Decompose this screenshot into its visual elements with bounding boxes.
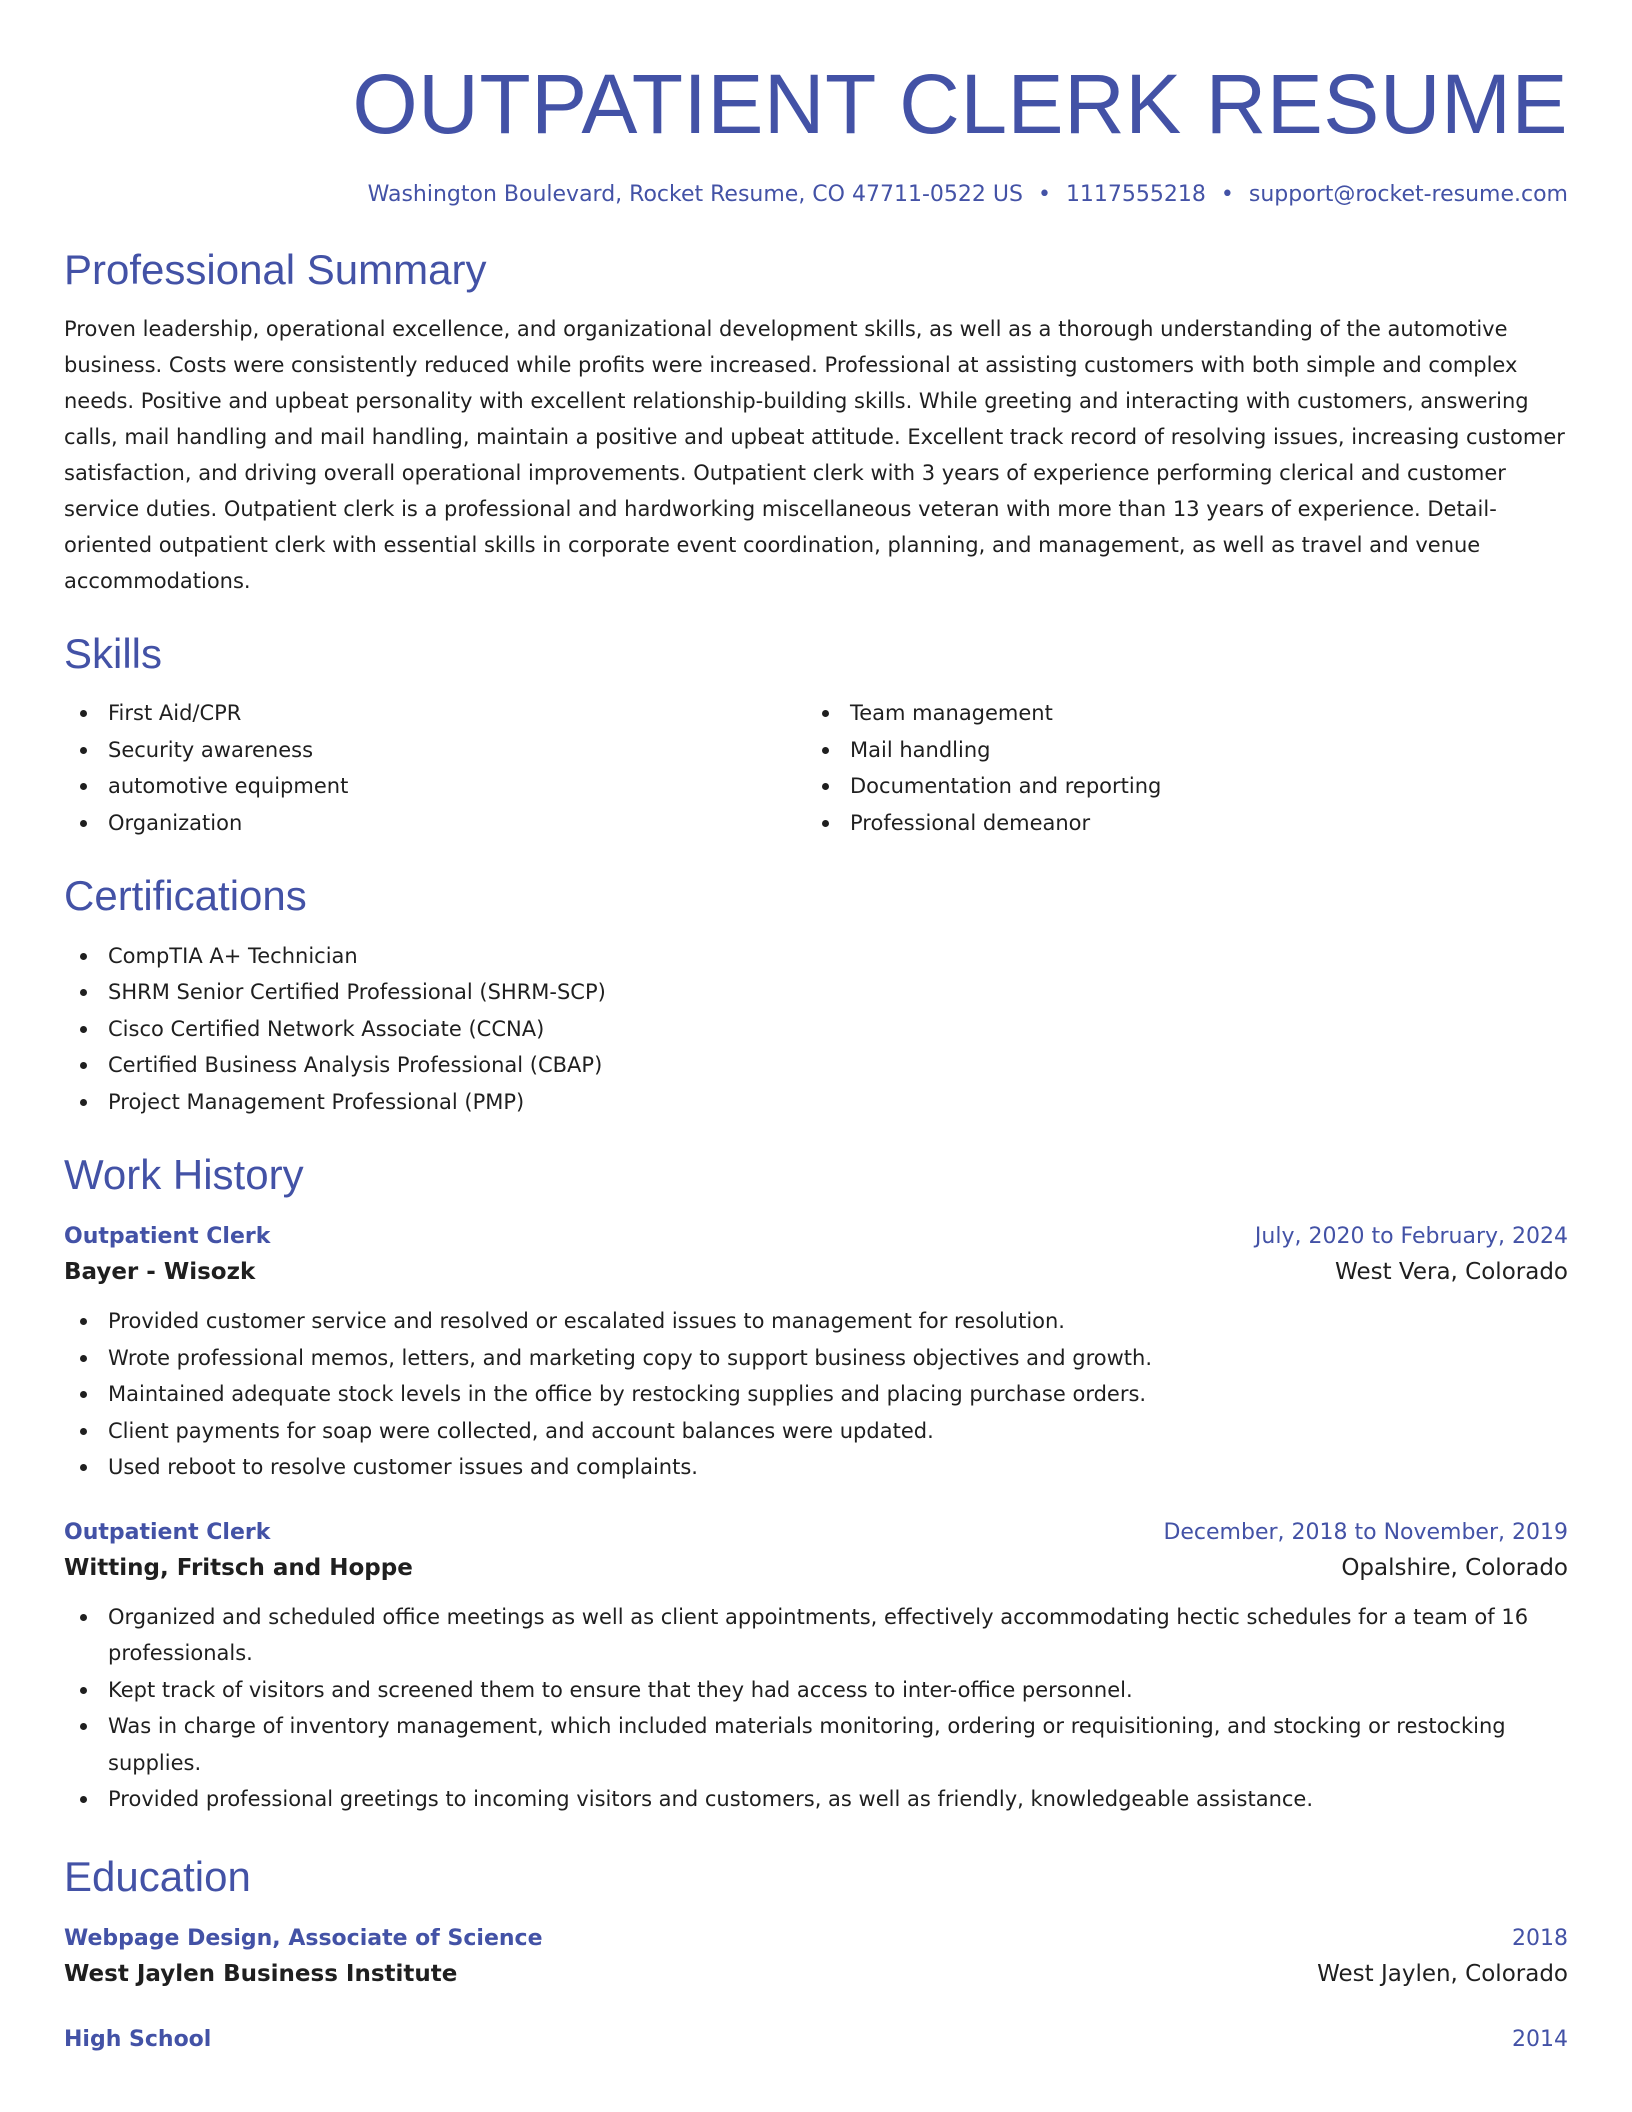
summary-text: Proven leadership, operational excellence, and organizational development skills, as well as a thorough understanding of the automotive business. Costs were consistently reduced while profits were increased. Professional at assisting customers with both simple and complex needs. Positive and upbeat personality with excellent relationship-building skills. While greeting and interacting with customers, answering calls, mail handling and mail handling, maintain a positive and upbeat attitude. Excellent track record of resolving issues, increasing customer satisfaction, and driving overall operational improvements. Outpatient clerk with 3 years of experience performing clerical and customer service duties. Outpatient clerk is a professional and hardworking miscellaneous veteran with more than 13 years of experience. Detail-oriented outpatient clerk with essential skills in corporate event coordination, planning, and management, as well as travel and venue accommodations. bbox=[64, 317, 1565, 594]
certification-item: Cisco Certified Network Associate (CCNA) bbox=[64, 1011, 1568, 1048]
skill-item: Professional demeanor bbox=[806, 805, 1548, 842]
job-duty: Was in charge of inventory management, which included materials monitoring, ordering or requisitioning, and stocking or restocking supplies. bbox=[64, 1708, 1568, 1781]
summary-heading: Professional Summary bbox=[64, 246, 487, 293]
contact-separator: • bbox=[1037, 182, 1051, 207]
job-entry bbox=[64, 1520, 1568, 1818]
skill-item: Security awareness bbox=[64, 732, 806, 769]
job-duty: Wrote professional memos, letters, and marketing copy to support business objectives and growth. bbox=[64, 1340, 1568, 1377]
job-company: Witting, Fritsch and Hoppe bbox=[64, 1554, 413, 1581]
education-entry bbox=[64, 1926, 1568, 1987]
job-duty: Used reboot to resolve customer issues and complaints. bbox=[64, 1449, 1568, 1486]
job-header bbox=[64, 1224, 1568, 1249]
education-heading: Education bbox=[64, 1852, 251, 1900]
education-degree: Webpage Design, Associate of Science bbox=[64, 1925, 543, 1951]
certifications-list bbox=[64, 938, 1568, 1121]
skill-item: Documentation and reporting bbox=[806, 768, 1548, 805]
job-duty: Maintained adequate stock levels in the office by restocking supplies and placing purchase orders. bbox=[64, 1376, 1568, 1413]
job-duty: Provided customer service and resolved or escalated issues to management for resolution. bbox=[64, 1303, 1568, 1340]
contact-separator: • bbox=[1220, 182, 1234, 207]
skills-heading: Skills bbox=[64, 630, 163, 678]
job-role: Outpatient Clerk bbox=[64, 1519, 271, 1545]
job-location: West Vera, Colorado bbox=[1335, 1259, 1568, 1286]
skill-item: Organization bbox=[64, 805, 806, 842]
education-school: West Jaylen Business Institute bbox=[64, 1960, 458, 1987]
education-location: West Jaylen, Colorado bbox=[1317, 1960, 1568, 1987]
contact-phone: 1117555218 bbox=[1065, 182, 1206, 207]
job-duties bbox=[64, 1303, 1568, 1486]
skills-list bbox=[64, 695, 1568, 841]
skill-item: Mail handling bbox=[806, 732, 1548, 769]
job-duty: Kept track of visitors and screened them to ensure that they had access to inter-office personnel. bbox=[64, 1672, 1568, 1709]
contact-email[interactable]: support@rocket-resume.com bbox=[1248, 182, 1568, 207]
resume-title: OUTPATIENT CLERK RESUME bbox=[352, 57, 1568, 151]
job-duty: Provided professional greetings to incoming visitors and customers, as well as friendly, knowledgeable assistance. bbox=[64, 1781, 1568, 1818]
job-location: Opalshire, Colorado bbox=[1341, 1554, 1568, 1581]
job-duty: Client payments for soap were collected, and account balances were updated. bbox=[64, 1413, 1568, 1450]
education-year: 2014 bbox=[1512, 2026, 1568, 2052]
resume-page bbox=[64, 0, 1568, 2052]
education-subheader bbox=[64, 1961, 1568, 1987]
contact-address: Washington Boulevard, Rocket Resume, CO 47711-0522 US bbox=[367, 182, 1023, 207]
skills-column-left bbox=[64, 695, 806, 841]
job-dates: July, 2020 to February, 2024 bbox=[1254, 1224, 1568, 1250]
certifications-heading: Certifications bbox=[64, 872, 307, 920]
education-header bbox=[64, 2027, 1568, 2052]
skill-item: First Aid/CPR bbox=[64, 695, 806, 732]
education-year: 2018 bbox=[1512, 1925, 1568, 1951]
job-duties bbox=[64, 1599, 1568, 1818]
skill-item: automotive equipment bbox=[64, 768, 806, 805]
job-header bbox=[64, 1520, 1568, 1545]
education-entry bbox=[64, 2027, 1568, 2052]
skills-column-right bbox=[806, 695, 1548, 841]
job-dates: December, 2018 to November, 2019 bbox=[1163, 1519, 1568, 1545]
work-history-heading: Work History bbox=[64, 1151, 304, 1199]
education-degree: High School bbox=[64, 2026, 212, 2052]
contact-line bbox=[64, 182, 1568, 207]
job-duty: Organized and scheduled office meetings as well as client appointments, effectively accommodating hectic schedules for a team of 16 professionals. bbox=[64, 1599, 1568, 1672]
certification-item: CompTIA A+ Technician bbox=[64, 938, 1568, 975]
job-entry bbox=[64, 1224, 1568, 1486]
certification-item: Project Management Professional (PMP) bbox=[64, 1084, 1568, 1121]
education-header bbox=[64, 1926, 1568, 1951]
job-company: Bayer - Wisozk bbox=[64, 1259, 256, 1286]
certification-item: Certified Business Analysis Professional (CBAP) bbox=[64, 1047, 1568, 1084]
job-role: Outpatient Clerk bbox=[64, 1224, 271, 1250]
skill-item: Team management bbox=[806, 695, 1548, 732]
job-subheader bbox=[64, 1259, 1568, 1285]
certification-item: SHRM Senior Certified Professional (SHRM-SCP) bbox=[64, 974, 1568, 1011]
job-subheader bbox=[64, 1555, 1568, 1581]
